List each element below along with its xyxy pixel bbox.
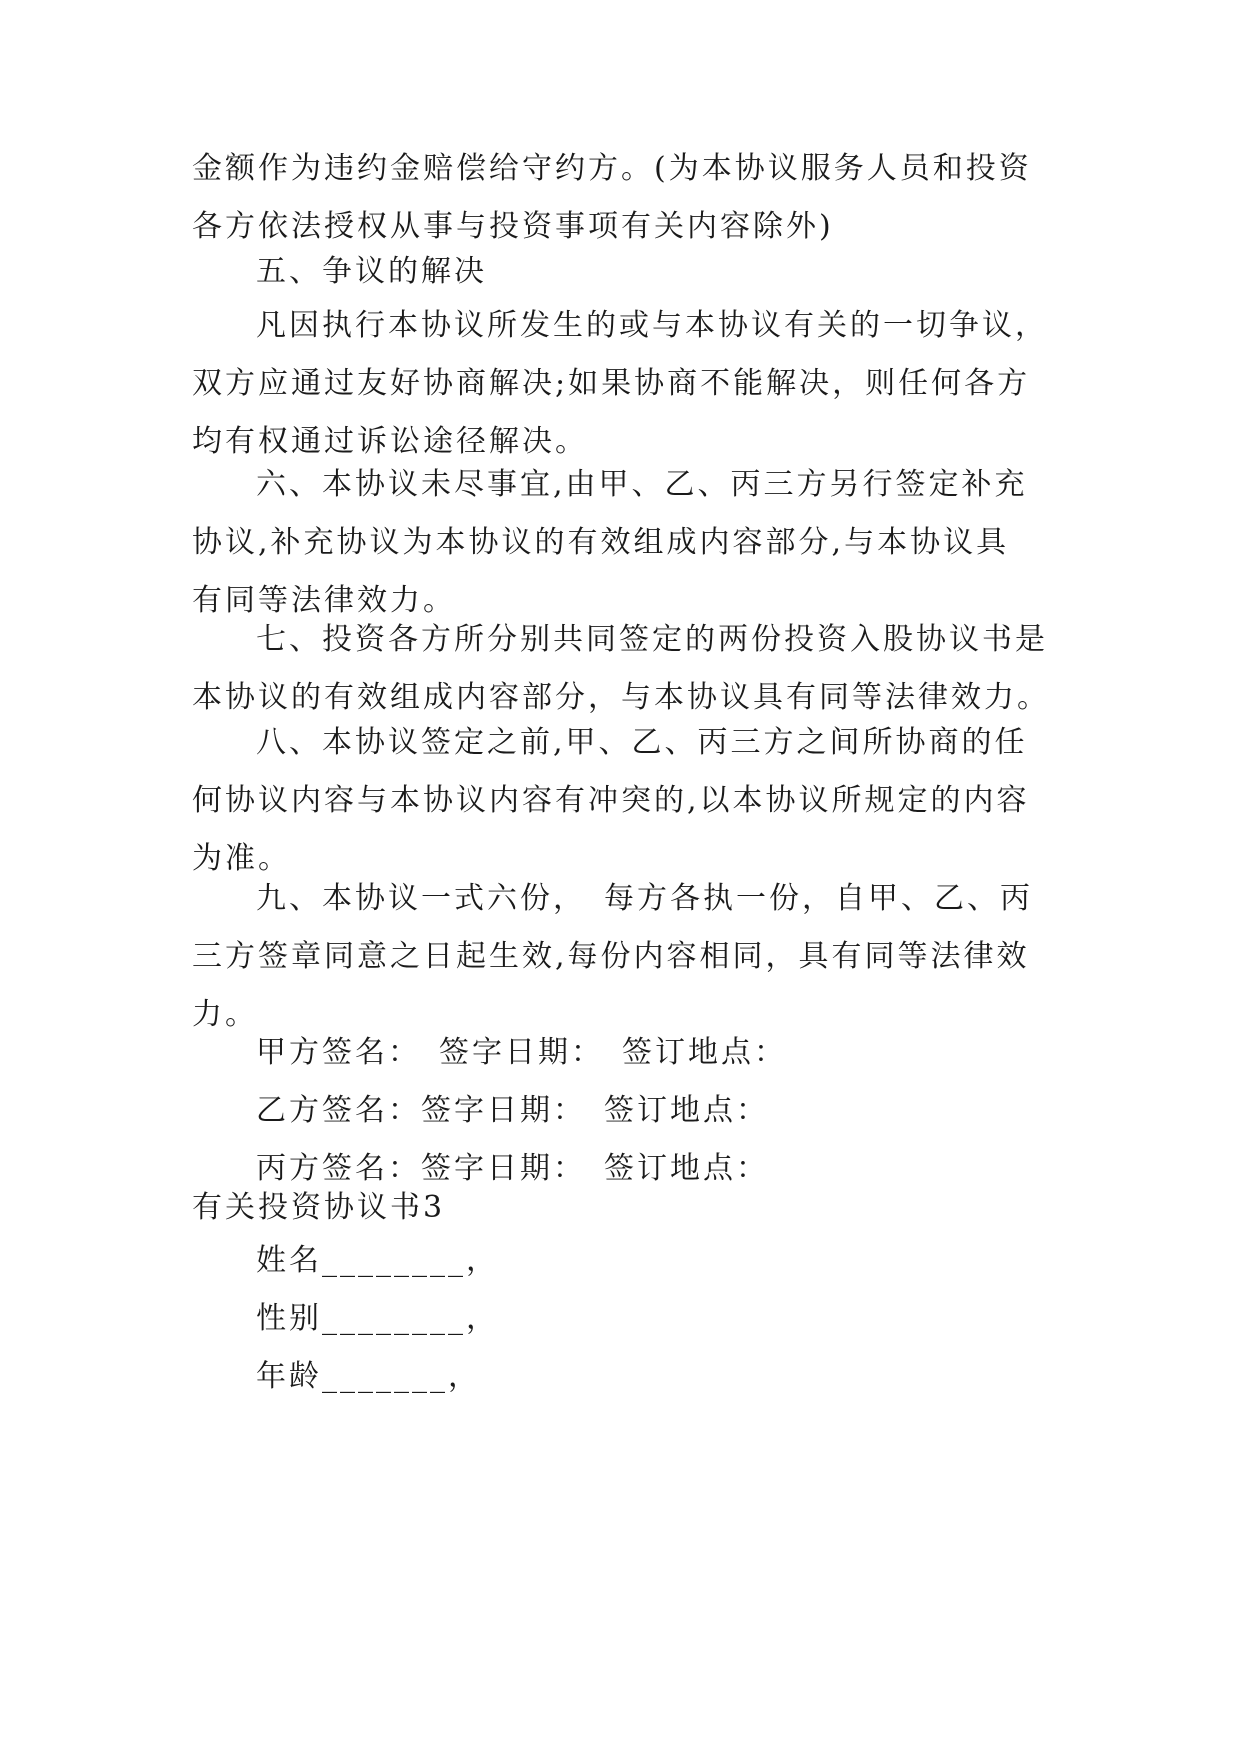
paragraph-section-5 — [192, 297, 1062, 471]
text-line: 本协议的有效组成内容部分，与本协议具有同等法律效力。 — [192, 680, 1050, 715]
field-name: 姓名________， — [256, 1243, 499, 1278]
paragraph-penalty-tail — [192, 140, 1062, 256]
signature-line-party-c: 丙方签名：签字日期： 签订地点： — [256, 1151, 769, 1186]
text-line: 均有权通过诉讼途径解决。 — [192, 424, 588, 459]
text-line: 力。 — [192, 997, 258, 1032]
paragraph-section-7 — [192, 611, 1062, 727]
text-line: 七、投资各方所分别共同签定的两份投资入股协议书是 — [256, 622, 1048, 657]
text-line: 有关投资协议书3 — [192, 1190, 446, 1225]
signature-line-party-b: 乙方签名：签字日期： 签订地点： — [256, 1093, 769, 1128]
text-line: 凡因执行本协议所发生的或与本协议有关的一切争议， — [256, 308, 1048, 343]
section-5-heading — [192, 243, 1062, 301]
text-line: 何协议内容与本协议内容有冲突的,以本协议所规定的内容 — [192, 783, 1030, 818]
text-line: 六、本协议未尽事宜,由甲、乙、丙三方另行签定补充 — [256, 467, 1028, 502]
text-line: 八、本协议签定之前,甲、乙、丙三方之间所协商的任 — [256, 725, 1028, 760]
text-line: 九、本协议一式六份， 每方各执一份，自甲、乙、丙 — [256, 881, 1033, 916]
text-line: 协议,补充协议为本协议的有效组成内容部分,与本协议具 — [192, 525, 1010, 560]
text-line: 有同等法律效力。 — [192, 583, 456, 618]
text-line: 金额作为违约金赔偿给守约方。(为本协议服务人员和投资 — [192, 151, 1032, 186]
personal-info-fields — [192, 1232, 1062, 1406]
paragraph-section-9 — [192, 870, 1062, 1044]
text-line: 五、争议的解决 — [256, 254, 487, 289]
field-gender: 性别________， — [256, 1301, 499, 1336]
next-document-title — [192, 1179, 1062, 1237]
paragraph-section-6 — [192, 456, 1062, 630]
field-age: 年龄_______， — [256, 1359, 481, 1394]
text-line: 各方依法授权从事与投资事项有关内容除外) — [192, 209, 834, 244]
paragraph-section-8 — [192, 714, 1062, 888]
text-line: 双方应通过友好协商解决;如果协商不能解决，则任何各方 — [192, 366, 1031, 401]
signature-block — [192, 1024, 1062, 1198]
signature-line-party-a: 甲方签名： 签字日期： 签订地点： — [256, 1035, 787, 1070]
text-line: 为准。 — [192, 841, 291, 876]
text-line: 三方签章同意之日起生效,每份内容相同，具有同等法律效 — [192, 939, 1030, 974]
